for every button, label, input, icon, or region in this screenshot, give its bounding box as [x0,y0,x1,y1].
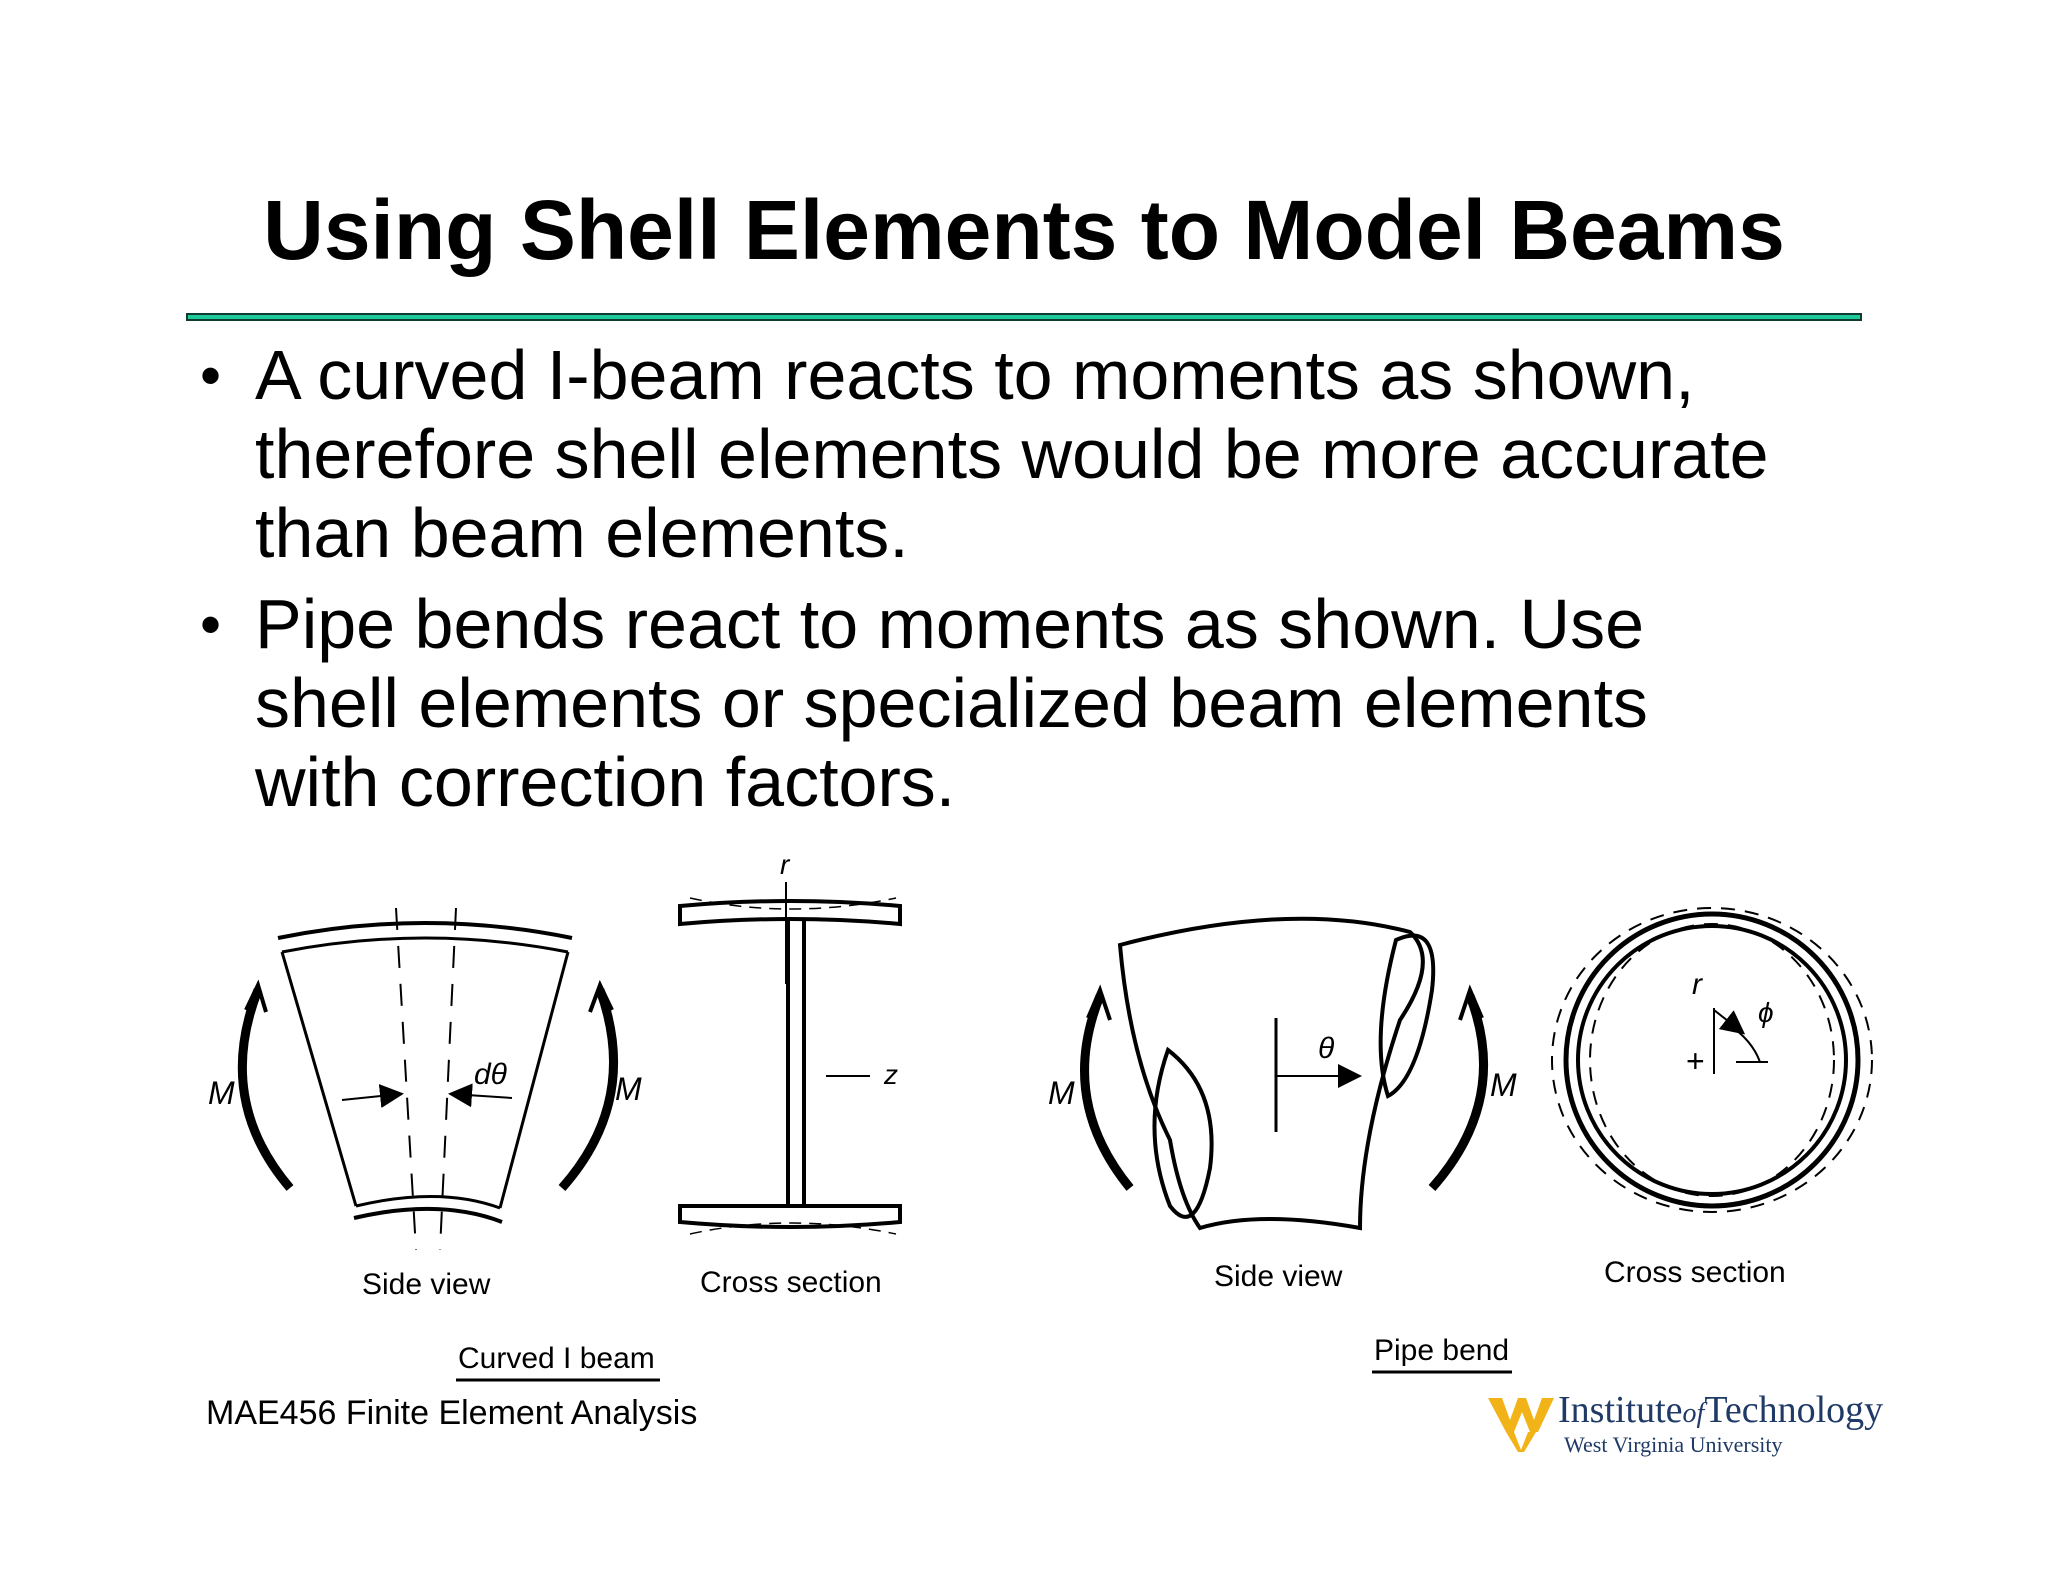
pipe-moment-right-label: M [1490,1067,1517,1103]
beam-top-flange-inner [282,938,568,952]
bullet-line: Pipe bends react to moments as shown. Use [255,585,1645,663]
dtheta-label: dθ [474,1058,507,1091]
pipe-outer-circle [1566,914,1858,1206]
beam-left-edge [282,952,356,1206]
pipe-inner-circle [1578,926,1846,1194]
beam-bottom-flange-inner [356,1196,500,1208]
beam-bottom-flange-outer [354,1209,502,1222]
dtheta-arrow-right [452,1094,512,1098]
curved-beam-moment-left-label: M [208,1075,235,1111]
pipe-cross-section [1552,908,1872,1212]
theta-label: θ [1318,1032,1335,1065]
moment-arc-right [562,990,614,1188]
beam-top-flange-outer [278,923,572,938]
pipe-bend-group-caption: Pipe bend [1374,1334,1510,1367]
bullet-line: therefore shell elements would be more accurate [255,415,1769,493]
pipe-moment-left-label: M [1048,1075,1075,1111]
bullet-line: A curved I-beam reacts to moments as shown, [255,336,1695,414]
pipe-deformed-inner [1590,924,1834,1196]
wvu-flying-wv-icon [1488,1392,1554,1452]
logo-word-technology: Technology [1704,1389,1884,1431]
university-logo [1488,1388,1884,1458]
pipe-cross-caption: Cross section [1604,1256,1786,1289]
r-direction-arrow [1714,1010,1742,1032]
bullet-marker: • [200,591,222,658]
i-beam-cross-section [680,882,900,1234]
logo-word-of: of [1682,1398,1705,1429]
pipe-deformed-outer [1552,908,1872,1212]
curved-beam-group-caption: Curved I beam [458,1342,655,1375]
centroid-plus-marker: + [1686,1043,1705,1079]
pipe-moment-arc-right [1432,996,1484,1188]
bullet-marker: • [200,342,222,409]
i-beam-bottom-flange [680,1206,900,1227]
pipe-outline [1120,919,1423,1228]
course-footer: MAE456 Finite Element Analysis [206,1394,698,1432]
logo-university-text: West Virginia University [1564,1432,1783,1457]
r-axis-label: r [780,849,790,880]
dtheta-arrow-left [342,1094,400,1100]
moment-arc-left [242,990,290,1188]
curved-beam-moment-right-label: M [615,1071,642,1107]
pipe-r-label: r [1692,968,1702,1001]
pipe-bend-side-view [1085,919,1484,1228]
i-beam-cross-caption: Cross section [700,1266,882,1299]
bullet-line: shell elements or specialized beam elements [255,664,1648,742]
curved-beam-side-view [242,908,613,1250]
pipe-moment-arc-left [1085,996,1130,1188]
phi-arc [1728,1024,1760,1062]
logo-institute-text [1558,1388,1883,1436]
beam-right-edge [500,952,568,1208]
pipe-end-ellipse-right [1381,936,1434,1096]
bullet-line: than beam elements. [255,494,909,572]
pipe-side-caption: Side view [1214,1260,1343,1293]
curved-beam-side-caption: Side view [362,1268,491,1301]
bullet-line: with correction factors. [255,743,956,821]
slide-title: Using Shell Elements to Model Beams [263,183,1785,277]
logo-word-institute: Institute [1558,1389,1683,1431]
phi-label: ϕ [1758,997,1774,1028]
z-axis-label: z [884,1059,898,1090]
